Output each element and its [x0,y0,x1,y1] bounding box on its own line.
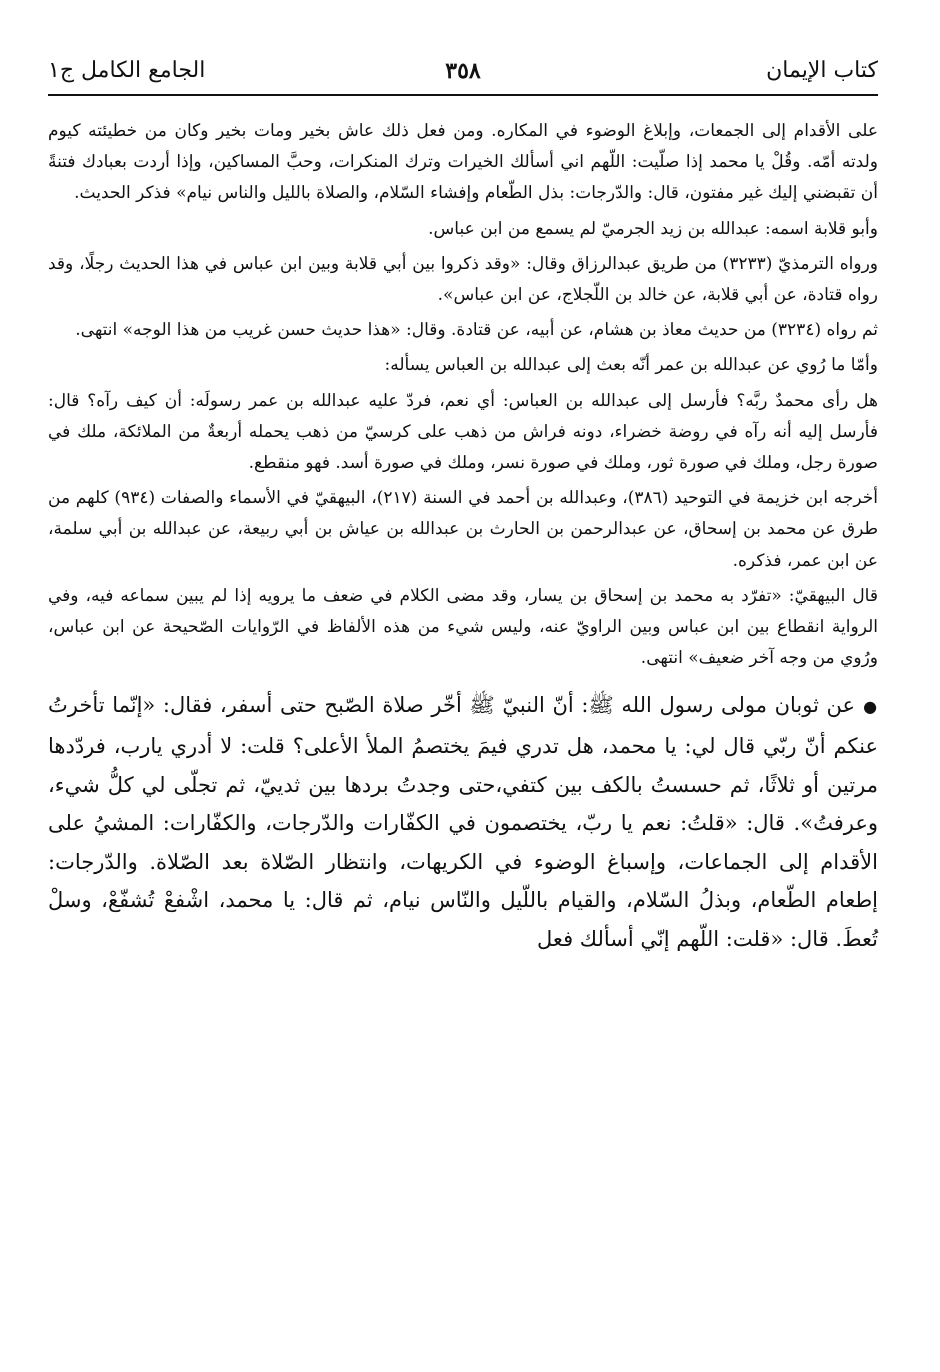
commentary-paragraph: قال البيهقيّ: «تفرّد به محمد بن إسحاق بن يسار، وقد مضى الكلام في ضعف ما يرويه إذا لم يبين سماعه فيه، وفي الرواية انقطاع بين ابن عباس وبين الراويّ عنه، وليس شيء من هذه الألفاظ في الرّوايات الصّحيحة عن ابن عباس، ورُوي من وجه آخر ضعيف» انتهى. [48,585,878,669]
book-title: الجامع الكامل ج١ [48,58,206,83]
hadith-text: عن ثوبان مولى رسول الله ﷺ: أنّ النبيّ ﷺ أخّر صلاة الصّبح حتى أسفر، فقال: «إنّما تأخرتُ عنكم أنّ ربّي قال لي: يا محمد، هل تدري فيمَ يختصمُ الملأ الأعلى؟ قلت: لا أدري يارب، فردّدها مرتين أو ثلاثًا، ثم حسستُ بالكف بين كتفي،حتى وجدتُ بردها بين ثدييّ، ثم تجلّى لي كلُّ شيء، وعرفتُ». قال: «قلتُ: نعم يا ربّ، يختصمون في الكفّارات والدّرجات، والكفّارات: المشيُ على الأقدام إلى الجماعات، وإسباغ الوضوء في الكريهات، وانتظار الصّلاة بعد الصّلاة. والدّرجات: إطعام الطّعام، وبذلُ السّلام، والقيام باللّيل والنّاس نيام، ثم قال: يا محمد، اشْفعْ تُشفّعْ، وسلْ تُعطَ. قال: «قلت: اللّهم إنّي أسألك فعل [48,693,878,952]
commentary-paragraph: هل رأى محمدٌ ربَّه؟ فأرسل إلى عبدالله بن العباس: أي نعم، فردّ عليه عبدالله بن عمر رسولَه: أن كيف رآه؟ قال: فأرسل إليه أنه رآه في روضة خضراء، دونه فراش من ذهب على كرسيّ من ذهب يحمله أربعةٌ من الملائكة، ملك في صورة رجل، وملك في صورة ثور، وملك في صورة نسر، وملك في صورة أسد. فهو منقطع. [48,390,878,474]
commentary-paragraph: ورواه الترمذيّ (٣٢٣٣) من طريق عبدالرزاق وقال: «وقد ذكروا بين أبي قلابة وبين ابن عباس في هذا الحديث رجلًا، وقد رواه قتادة، عن أبي قلابة، عن خالد بن اللّجلاج، عن ابن عباس». [48,253,878,306]
document-page [48,52,878,959]
commentary-paragraph: ثم رواه (٣٢٣٤) من حديث معاذ بن هشام، عن أبيه، عن قتادة. وقال: «هذا حديث حسن غريب من هذا الوجه» انتهى. [75,320,878,341]
bullet-icon: ● [863,697,878,717]
page-number: ٣٥٨ [445,58,481,84]
running-header [48,52,878,92]
commentary-paragraph: على الأقدام إلى الجمعات، وإبلاغ الوضوء في المكاره. ومن فعل ذلك عاش بخير ومات بخير وكان من خطيئته كيوم ولدته أمّه. وقُلْ يا محمد إذا صلّيت: اللّهم اني أسألك الخيرات وترك المنكرات، وحبَّ المساكين، وإذا أردت بعبادك فتنةً أن تقبضني إليك غير مفتون، قال: والدّرجات: بذل الطّعام وإفشاء السّلام، والصلاة بالليل والناس نيام» فذكر الحديث. [48,121,878,204]
hadith-paragraph [48,686,878,958]
commentary-block [48,116,878,674]
hadith-block [48,686,878,958]
header-divider [48,94,878,96]
book-section-title: كتاب الإيمان [766,58,878,83]
commentary-paragraph: وأمّا ما رُوي عن عبدالله بن عمر أنّه بعث إلى عبدالله بن العباس يسأله: [384,355,878,376]
commentary-paragraph: أخرجه ابن خزيمة في التوحيد (٣٨٦)، وعبدالله بن أحمد في السنة (٢١٧)، البيهقيّ في الأسماء والصفات (٩٣٤) كلهم من طرق عن محمد بن إسحاق، عن عبدالرحمن بن الحارث بن عبدالله بن عياش بن أبي ربيعة، عن عبدالله بن أبي سلمة، عن ابن عمر، فذكره. [48,488,878,571]
commentary-paragraph: وأبو قلابة اسمه: عبدالله بن زيد الجرميّ لم يسمع من ابن عباس. [428,218,878,239]
